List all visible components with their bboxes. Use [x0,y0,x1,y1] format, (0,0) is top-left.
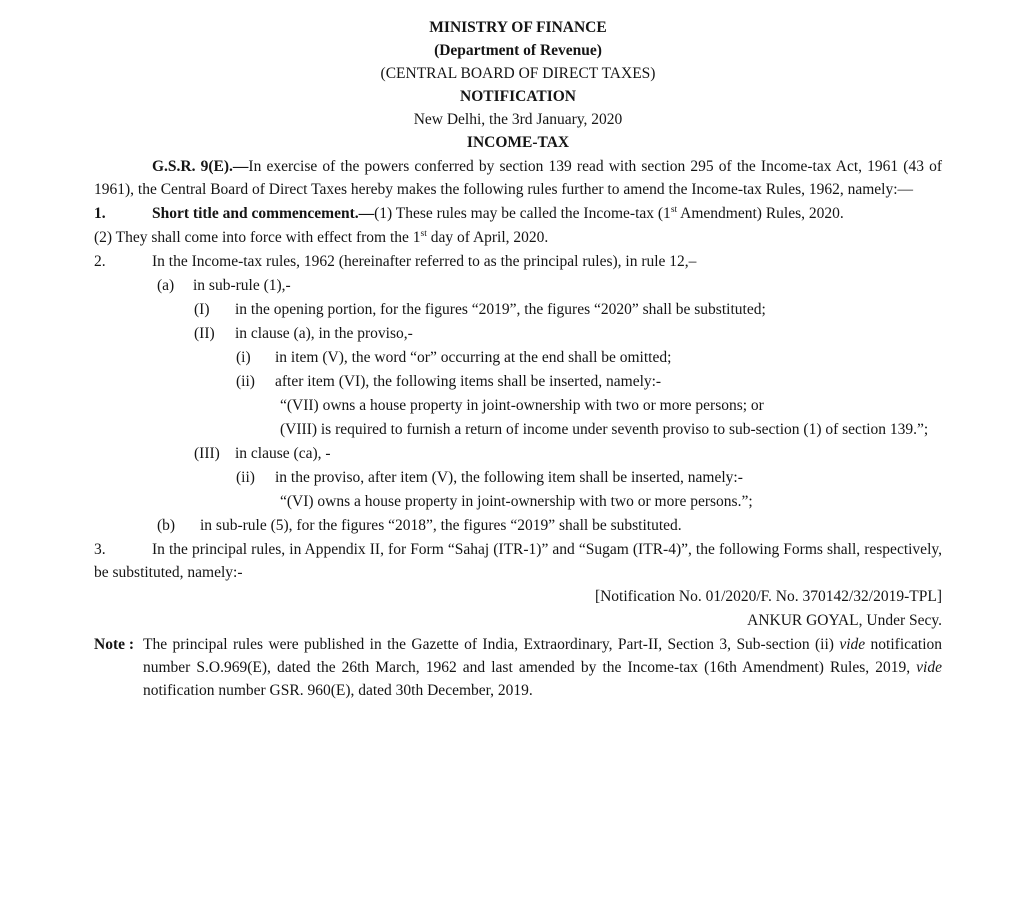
item-1-superscript: st [670,204,678,215]
signatory-line: ANKUR GOYAL, Under Secy. [747,612,942,629]
gsr-paragraph [94,155,942,201]
clause-a-item-III-text: in clause (ca), - [235,445,331,462]
note-part-2: notification number S.O.969(E), dated the 26th March, 1962 and last amended by the Income-tax (16th Amendment) Rules, 2019, [143,636,943,676]
rule-item-1-sub-2 [94,226,942,249]
clause-a-item-I-text: in the opening portion, for the figures “2019”, the figures “2020” shall be substituted; [235,301,766,318]
clause-a [157,274,942,297]
clause-a-item-III [194,442,942,465]
note-text [143,633,942,702]
item-III-sub-ii-marker: (ii) [236,469,255,486]
note-label: Note : [94,636,135,653]
note-block [94,633,942,702]
ministry-title: MINISTRY OF FINANCE [429,19,607,36]
item-1-2-superscript: st [420,228,427,239]
item-2-text: In the Income-tax rules, 1962 (hereinafter referred to as the principal rules), in rule 12,– [152,253,697,270]
clause-a-item-I-marker: (I) [194,301,210,318]
item-II-sub-ii-text: after item (VI), the following items shall be inserted, namely:- [275,373,662,390]
inserted-item-VII: “(VII) owns a house property in joint-ownership with two or more persons; or [280,397,764,414]
clause-a-item-II [194,322,942,345]
item-II-sub-i [236,346,942,369]
item-II-sub-i-text: in item (V), the word “or” occurring at the end shall be omitted; [275,349,672,366]
item-1-2-text-end: day of April, 2020. [426,229,549,246]
item-II-sub-i-marker: (i) [236,349,251,366]
item-3-text: In the principal rules, in Appendix II, for Form “Sahaj (ITR-1)” and “Sugam (ITR-4)”, the following Forms shall, respectively, be substituted, namely:- [94,541,942,581]
clause-a-item-I [194,298,942,321]
place-date-line: New Delhi, the 3rd January, 2020 [413,111,623,128]
item-2-number: 2. [94,253,106,270]
clause-a-marker: (a) [157,277,175,294]
item-III-sub-ii-text: in the proviso, after item (V), the following item shall be inserted, namely:- [275,469,743,486]
gsr-number: G.S.R. 9(E).— [152,158,249,175]
rule-item-3 [94,538,942,584]
note-vide-2: vide [916,659,942,676]
rule-item-2 [94,250,942,273]
note-part-3: notification number GSR. 960(E), dated 30th December, 2019. [143,682,533,699]
item-1-number: 1. [94,205,106,222]
item-1-heading: Short title and commencement.— [152,205,375,222]
department-subtitle: (Department of Revenue) [434,42,602,59]
gsr-text: In exercise of the powers conferred by section 139 read with section 295 of the Income-tax Act, 1961 (43 of 1961), the Central Board of Direct Taxes hereby makes the following rules further to amend the Income-tax Rules, 1962, namely:— [94,158,942,198]
item-3-number: 3. [94,541,106,558]
item-1-2-text: (2) They shall come into force with effect from the 1 [94,229,421,246]
clause-b-text: in sub-rule (5), for the figures “2018”, the figures “2019” shall be substituted. [200,517,682,534]
clause-b [157,514,942,537]
clause-a-item-III-marker: (III) [194,445,220,462]
item-1-text-end: Amendment) Rules, 2020. [677,205,844,222]
item-1-text: (1) These rules may be called the Income-tax (1 [374,205,671,222]
note-part-1: The principal rules were published in the Gazette of India, Extraordinary, Part-II, Section 3, Sub-section (ii) [143,636,840,653]
clause-a-text: in sub-rule (1),- [193,277,291,294]
clause-a-item-II-marker: (II) [194,325,215,342]
notification-heading: NOTIFICATION [460,88,576,105]
clause-b-marker: (b) [157,517,176,534]
subject-heading: INCOME-TAX [466,134,570,151]
clause-a-item-II-text: in clause (a), in the proviso,- [235,325,413,342]
inserted-item-VI: “(VI) owns a house property in joint-ownership with two or more persons.”; [280,493,753,510]
item-III-sub-ii [236,466,942,489]
board-subtitle: (CENTRAL BOARD OF DIRECT TAXES) [380,65,656,82]
inserted-item-VIII: (VIII) is required to furnish a return of income under seventh proviso to sub-section (1) of section 139.”; [280,421,929,438]
item-II-sub-ii-marker: (ii) [236,373,255,390]
rule-item-1 [94,202,942,225]
note-vide-1: vide [839,636,866,653]
item-II-sub-ii [236,370,942,393]
notification-number-line: [Notification No. 01/2020/F. No. 370142/32/2019-TPL] [594,588,942,605]
